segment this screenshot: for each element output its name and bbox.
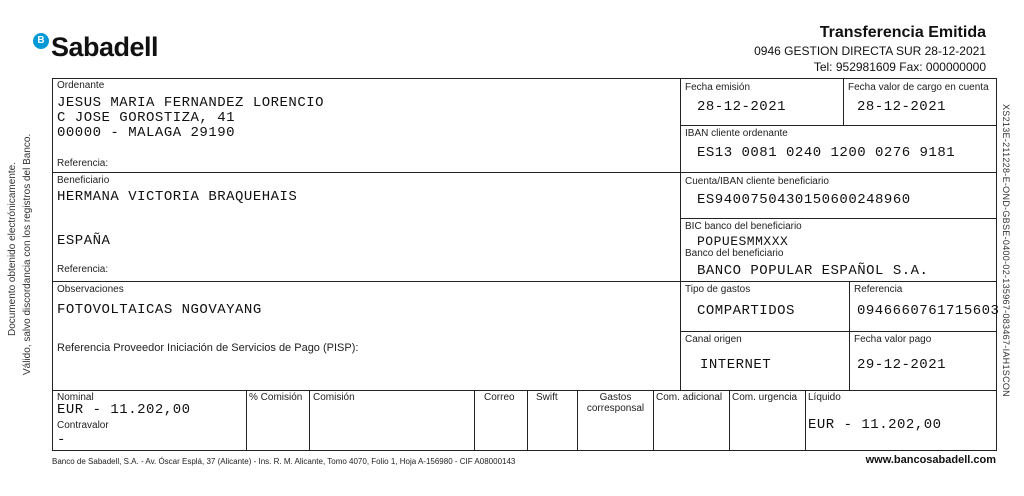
banco-beneficiario-label: Banco del beneficiario: [685, 248, 784, 259]
correo-label: Correo: [484, 392, 515, 403]
fecha-emision-value: 28-12-2021: [697, 99, 787, 115]
nominal-label: Nominal: [57, 392, 94, 403]
comision-label: Comisión: [313, 392, 355, 403]
footer-website: www.bancosabadell.com: [865, 454, 996, 466]
pisp-label: Referencia Proveedor Iniciación de Servicios de Pago (PISP):: [57, 342, 359, 354]
ordenante-name: JESUS MARIA FERNANDEZ LORENCIO: [57, 95, 325, 111]
sabadell-badge-icon: B: [33, 33, 49, 49]
contravalor-value: -: [57, 432, 66, 448]
side-note-line2: Válido, salvo discordancia con los registros del Banco.: [22, 133, 33, 375]
document-code: XS213E-211228-E-OND-GBSE-0400-02-135967-083467-IAH1SCON: [1001, 104, 1011, 397]
liquido-value: EUR - 11.202,00: [808, 417, 942, 433]
beneficiario-referencia-label: Referencia:: [57, 264, 109, 275]
office-line: 0946 GESTION DIRECTA SUR 28-12-2021: [754, 44, 986, 58]
ordenante-label: Ordenante: [57, 80, 105, 91]
iban-ordenante-value: ES13 0081 0240 1200 0276 9181: [697, 145, 956, 161]
gastos-corresponsal-label: Gastos corresponsal: [586, 392, 645, 414]
beneficiario-country: ESPAÑA: [57, 233, 111, 249]
footer-legal: Banco de Sabadell, S.A. - Av. Óscar Esplá, 37 (Alicante) - Ins. R. M. Alicante, Tomo 4070, Folio 1, Hoja A-156980 - CIF A08000143: [52, 457, 516, 466]
beneficiario-name: HERMANA VICTORIA BRAQUEHAIS: [57, 189, 298, 205]
observaciones-value: FOTOVOLTAICAS NGOVAYANG: [57, 302, 262, 318]
fecha-valor-pago-value: 29-12-2021: [857, 357, 947, 373]
document-title: Transferencia Emitida: [819, 24, 986, 41]
swift-label: Swift: [536, 392, 558, 403]
cuenta-beneficiario-label: Cuenta/IBAN cliente beneficiario: [685, 176, 829, 187]
com-adicional-label: Com. adicional: [656, 392, 723, 403]
iban-ordenante-label: IBAN cliente ordenante: [685, 128, 788, 139]
liquido-label: Líquido: [808, 392, 841, 403]
beneficiario-label: Beneficiario: [57, 175, 110, 186]
ordenante-referencia-label: Referencia:: [57, 158, 109, 169]
fecha-emision-label: Fecha emisión: [685, 82, 751, 93]
canal-origen-value: INTERNET: [700, 357, 772, 373]
ordenante-address2: 00000 - MALAGA 29190: [57, 125, 236, 141]
fecha-valor-cargo-label: Fecha valor de cargo en cuenta: [848, 82, 989, 93]
tipo-gastos-label: Tipo de gastos: [685, 284, 751, 295]
canal-origen-label: Canal origen: [685, 334, 742, 345]
referencia-label: Referencia: [854, 284, 903, 295]
cuenta-beneficiario-value: ES9400750430150600248960: [697, 192, 911, 208]
pct-comision-label: % Comisión: [249, 392, 303, 403]
bic-beneficiario-value: POPUESMMXXX: [697, 234, 789, 249]
bic-beneficiario-label: BIC banco del beneficiario: [685, 221, 802, 232]
referencia-value: 0946660761715603: [857, 303, 1000, 319]
ordenante-address1: C JOSE GOROSTIZA, 41: [57, 110, 236, 126]
brand-logo: [33, 32, 158, 63]
fecha-valor-pago-label: Fecha valor pago: [854, 334, 932, 345]
brand-name: Sabadell: [51, 32, 159, 62]
contact-line: Tel: 952981609 Fax: 000000000: [813, 60, 986, 74]
observaciones-label: Observaciones: [57, 284, 124, 295]
com-urgencia-label: Com. urgencia: [732, 392, 798, 403]
fecha-valor-cargo-value: 28-12-2021: [857, 99, 947, 115]
nominal-value: EUR - 11.202,00: [57, 402, 191, 418]
tipo-gastos-value: COMPARTIDOS: [697, 303, 795, 319]
contravalor-label: Contravalor: [57, 420, 109, 431]
banco-beneficiario-value: BANCO POPULAR ESPAÑOL S.A.: [697, 263, 929, 279]
side-note-line1: Documento obtenido electrónicamente.: [7, 162, 18, 336]
